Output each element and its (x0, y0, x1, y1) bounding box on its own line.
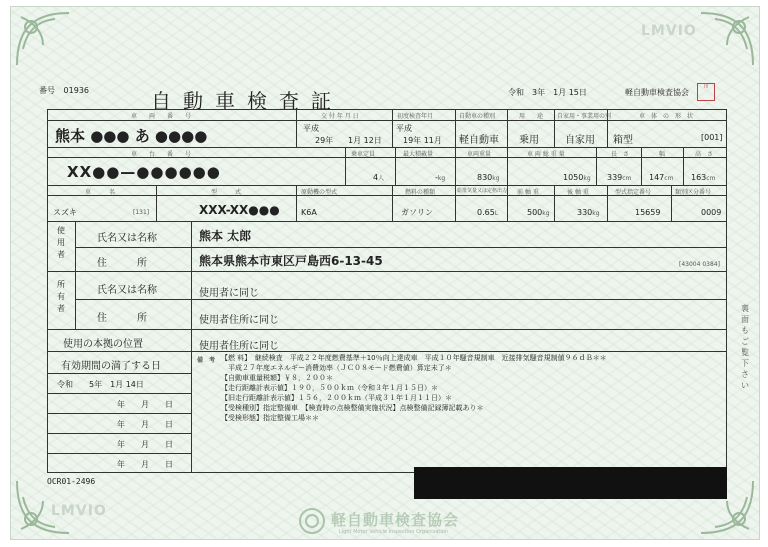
redaction-block (414, 467, 727, 499)
user-name-value: 熊本 太郎 (199, 229, 252, 243)
reg-number-header: 車 両 番 号 (131, 113, 192, 120)
height-unit: cm (706, 175, 716, 182)
rear-axle-unit: kg (592, 210, 600, 217)
width-unit: cm (664, 175, 674, 182)
issue-year: 29年 (315, 136, 334, 145)
front-axle-value (527, 208, 550, 217)
displacement-number: 0.65 (477, 208, 495, 217)
weight-unit: kg (492, 175, 500, 182)
footer-organization: 軽自動車検査協会 (331, 511, 460, 529)
owner-name-value: 使用者に同じ (199, 288, 259, 299)
fuel-header: 燃料の種類 (405, 189, 436, 196)
max-load-unit: kg (437, 175, 446, 182)
user-address-code: [43004 0384] (679, 261, 720, 268)
rear-axle-header: 後 軸 重 (567, 189, 589, 196)
height-value (691, 173, 715, 182)
user-address-value: 熊本県熊本市東区戸島西6-13-45 (199, 254, 383, 268)
first-inspection-header: 初度検査年月 (397, 113, 434, 120)
front-axle-number: 500 (527, 208, 543, 217)
body-shape-value: 箱型 (613, 135, 633, 146)
remarks-line: 【燃 料】 継続検査 平成２２年度燃費基準＋10％向上達成車 平成１０年騒音規制車 近接排気騒音規制値９６ｄＢ＊＊ (221, 354, 607, 362)
engine-header: 原動機の型式 (301, 189, 338, 196)
owner-section-label: 所有者 (57, 280, 65, 313)
length-number: 339 (607, 173, 623, 182)
displacement-unit: L (494, 210, 499, 217)
use-value: 乗用 (519, 135, 539, 146)
vehicle-name-value: スズキ (53, 208, 77, 217)
width-header: 幅 (659, 151, 666, 158)
weight-value (477, 173, 500, 182)
height-header: 高 さ (695, 151, 714, 158)
reverse-side-note: 裏面もご覧下さい (741, 304, 749, 390)
category-header: 類別区分番号 (675, 189, 712, 196)
gross-weight-number: 1050 (563, 173, 584, 182)
body-shape-code: [001] (701, 133, 723, 142)
first-inspection-era: 平成 (396, 124, 412, 133)
remarks-label: 備 考 (197, 357, 216, 364)
footer-organization-en: Light Motor Vehicle Inspection Organization (339, 529, 448, 535)
fuel-value: ガソリン (401, 208, 433, 217)
type-designation-header: 型式指定番号 (615, 189, 652, 196)
max-load-number: - (435, 173, 438, 182)
document-title: 自動車検査証 (151, 89, 343, 113)
first-inspection-value: 19年 11月 (403, 136, 442, 145)
issue-era: 平成 (303, 124, 319, 133)
user-section-label: 使用者 (57, 226, 65, 259)
validity-blank-row: 年 月 日 (117, 460, 173, 469)
max-load-header: 最大積載量 (403, 151, 434, 158)
weight-header: 車両重量 (467, 151, 492, 158)
vehicle-kind-value: 軽自動車 (459, 135, 499, 146)
reg-number-value: 熊本 ●●● あ ●●●● (55, 127, 208, 145)
model-value: XXX-XX●●● (199, 203, 280, 217)
corner-ornament (697, 9, 757, 69)
vehicle-kind-header: 自動車の種別 (459, 113, 496, 120)
remarks-line: 【受検種別】指定整備車 【検査時の点検整備実施状況】点検整備記録簿記載あり＊ (221, 404, 484, 412)
length-value (607, 173, 631, 182)
corner-ornament (13, 9, 73, 69)
organization-logo-icon (298, 507, 326, 535)
validity-blank-row: 年 月 日 (117, 440, 173, 449)
validity-date: 令和 5年 1月 14日 (57, 380, 144, 389)
engine-value: K6A (301, 208, 317, 217)
length-unit: cm (622, 175, 632, 182)
issue-date: 令和 3年 1月 15日 (508, 88, 587, 97)
displacement-header: 総排気量又は定格出力 (457, 188, 508, 194)
remarks-line: 平成２７年度エネルギー消費効率（ＪＣ０８モード燃費値）算定未了＊ (221, 364, 452, 372)
serial-value: 01936 (63, 86, 89, 95)
model-header: 型 式 (211, 189, 242, 196)
watermark-top: LMVIO (641, 23, 697, 39)
width-value (649, 173, 673, 182)
user-name-label: 氏名又は名称 (97, 233, 157, 244)
serial-label: 番号 (39, 86, 55, 95)
rear-axle-value (577, 208, 600, 217)
height-number: 163 (691, 173, 707, 182)
max-load-value (435, 173, 445, 182)
remarks-body (221, 353, 721, 423)
vehicle-name-header: 車 名 (85, 189, 116, 196)
owner-address-label: 住 所 (97, 313, 147, 324)
front-axle-unit: kg (542, 210, 550, 217)
owner-name-label: 氏名又は名称 (97, 285, 157, 296)
weight-number: 830 (477, 173, 493, 182)
gross-weight-unit: kg (583, 175, 591, 182)
capacity-number: 4 (373, 173, 379, 182)
validity-label: 有効期間の満了する日 (61, 361, 161, 372)
owner-address-value: 使用者住所に同じ (199, 315, 279, 326)
body-shape-header: 車 体 の 形 状 (639, 113, 694, 120)
watermark-bottom: LMVIO (51, 503, 107, 519)
capacity-value (373, 173, 384, 182)
user-address-label: 住 所 (97, 258, 147, 269)
width-number: 147 (649, 173, 665, 182)
displacement-value (477, 208, 498, 217)
issue-month-day: 1月 12日 (348, 136, 382, 145)
serial-number (39, 85, 89, 96)
gross-weight-header: 車 両 総 重 量 (527, 151, 565, 158)
remarks-line: 【自動車重量税額】￥８，２００＊ (221, 374, 333, 382)
use-header: 用 途 (519, 113, 544, 120)
validity-blank-row: 年 月 日 (117, 400, 173, 409)
front-axle-header: 前 軸 重 (517, 189, 539, 196)
chassis-value: XX●●—●●●●●● (67, 163, 221, 181)
capacity-unit: 人 (378, 175, 385, 182)
base-location-value: 使用者住所に同じ (199, 341, 279, 352)
vehicle-name-code: [131] (133, 209, 150, 216)
length-header: 長 さ (611, 151, 630, 158)
chassis-header: 車 台 番 号 (131, 151, 192, 158)
remarks-line: 【受検形態】指定整備工場＊＊ (221, 414, 319, 422)
remarks-line: 【走行距離計表示値】１９０，５００ｋｍ（令和３年１月１５日）＊ (221, 384, 438, 392)
issue-date-header: 交 付 年 月 日 (321, 113, 359, 120)
issuer-name: 軽自動車検査協会 (625, 88, 689, 97)
capacity-header: 乗車定員 (351, 151, 376, 158)
business-use-header: 自家用・事業用の別 (557, 113, 612, 120)
validity-blank-row: 年 月 日 (117, 420, 173, 429)
issuer-seal: 印 (697, 83, 715, 101)
ocr-code: OCR01-2496 (47, 477, 96, 486)
business-use-value: 自家用 (565, 135, 595, 146)
rear-axle-number: 330 (577, 208, 593, 217)
type-designation-value: 15659 (635, 208, 661, 217)
base-location-label: 使用の本拠の位置 (63, 339, 143, 350)
remarks-line: 【旧走行距離計表示値】１５６，２００ｋｍ（平成３１年１月１１日）＊ (221, 394, 452, 402)
inspection-certificate (10, 6, 760, 540)
gross-weight-value (563, 173, 591, 182)
category-value: 0009 (701, 208, 722, 217)
